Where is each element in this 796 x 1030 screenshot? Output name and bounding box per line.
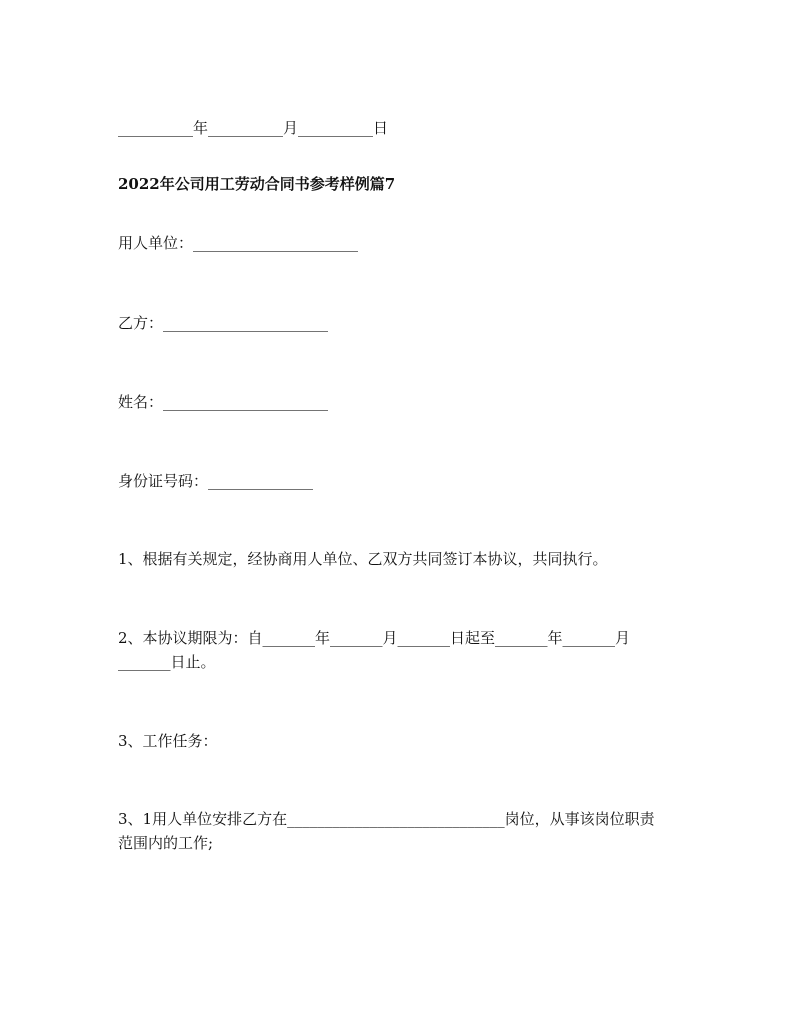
clause-2-line-2: _______日止。: [118, 653, 216, 671]
clause-3-1-line-1: 3、1用人单位安排乙方在_____________________________岗位，从事该岗位职责: [118, 810, 655, 828]
date-line: __________年__________月__________日: [118, 119, 389, 137]
id-number-field-line: 身份证号码：______________: [118, 472, 314, 490]
employer-field-line: 用人单位：______________________: [118, 234, 359, 252]
party-b-field-line: 乙方：______________________: [118, 314, 329, 332]
clause-3-1-line-2: 范围内的工作;: [118, 834, 214, 852]
clause-2-line-1: 2、本协议期限为：自_______年_______月_______日起至_______年_______月: [118, 629, 631, 647]
clause-1: 1、根据有关规定，经协商用人单位、乙双方共同签订本协议，共同执行。: [118, 550, 608, 568]
document-title: 2022年公司用工劳动合同书参考样例篇7: [118, 175, 396, 193]
clause-3: 3、工作任务：: [118, 732, 218, 750]
name-field-line: 姓名：______________________: [118, 393, 329, 411]
